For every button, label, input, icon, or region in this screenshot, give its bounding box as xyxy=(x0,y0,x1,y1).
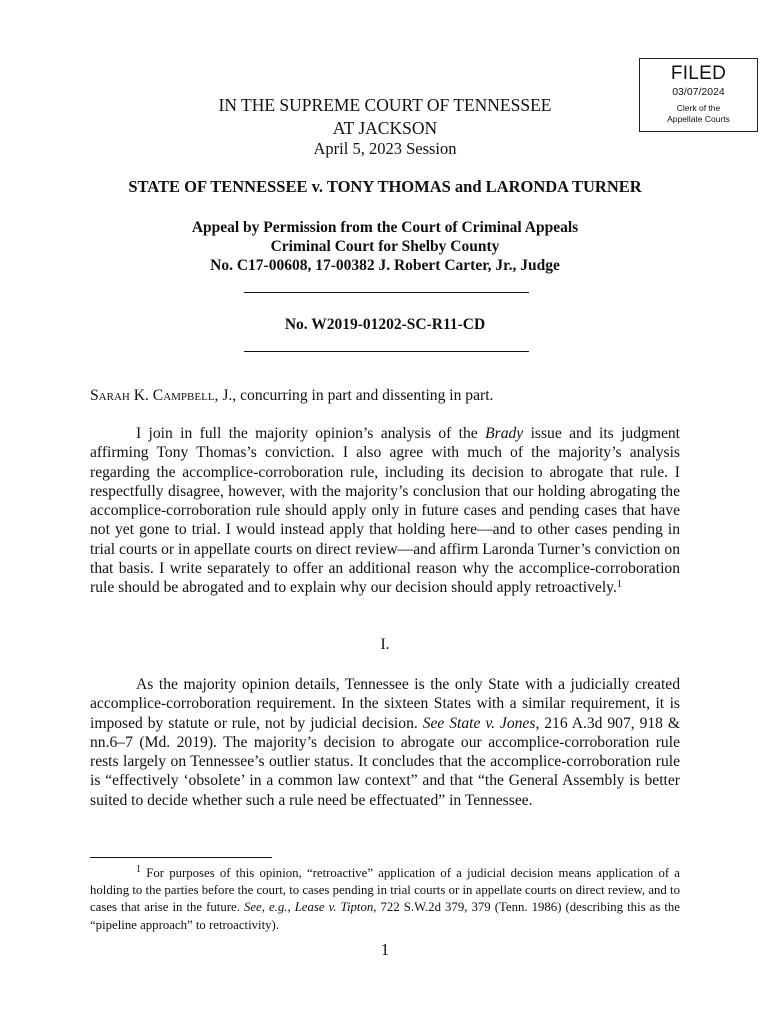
case-title: STATE OF TENNESSEE v. TONY THOMAS and LARONDA TURNER xyxy=(128,177,642,196)
author-name: Sarah K. Campbell xyxy=(90,387,215,404)
footnote-number: 1 xyxy=(136,864,141,875)
paragraph-1-text-a: I join in full the majority opinion’s analysis of the xyxy=(136,425,486,442)
filed-stamp-date: 03/07/2024 xyxy=(672,86,725,98)
paragraph-2-text-a: As the majority opinion details, Tennessee is the only State with a judicially created accomplice-corroboration requirement. In the sixteen States with a similar requirement, it is imposed by statute or rule, not by judicial decision. xyxy=(90,676,680,732)
author-line xyxy=(90,386,680,405)
appeal-line-2: Criminal Court for Shelby County xyxy=(270,238,500,255)
docket-number: No. W2019-01202-SC-R11-CD xyxy=(284,316,486,333)
footnote-ref-1[interactable]: 1 xyxy=(616,579,622,591)
session-date: April 5, 2023 Session xyxy=(313,139,457,158)
footnote-signal: See, e.g. xyxy=(243,900,288,915)
footnote-text-b: , 722 S.W.2d 379, 379 (Tenn. 1986) (describing this as the “pipeline approach” to retroactivity). xyxy=(90,900,680,932)
footnote-text-a: For purposes of this opinion, “retroactive” application of a judicial decision means application of a holding to the parties before the court, to cases pending in trial courts or in appellate courts on direct review, and to cases that arise in the future. xyxy=(90,866,680,915)
divider-top xyxy=(244,292,529,293)
footnote-1 xyxy=(90,865,680,934)
court-name: IN THE SUPREME COURT OF TENNESSEE xyxy=(218,95,552,115)
section-heading: I. xyxy=(380,636,390,653)
footnote-divider xyxy=(90,857,272,858)
footnote-case-name: Lease v. Tipton xyxy=(294,900,374,915)
filed-stamp-clerk: Clerk of the xyxy=(676,103,721,113)
paragraph-1-text-b: issue and its judgment affirming Tony Thomas’s conviction. I also agree with much of the majority’s analysis regarding the accomplice-corroboration rule, including its decision to abrogate that rule. I respectfully disagree, however, with the majority’s conclusion that our holding abrogating the accomplice-corroboration rule should apply only in future cases and pending cases that have not yet gone to trial. I would instead apply that holding here—and to other cases pending in trial courts or in appellate courts on direct review—and affirm Laronda Turner’s conviction on that basis. I write separately to offer an additional reason why the accomplice-corroboration rule should be abrogated and to explain why our decision should apply retroactively. xyxy=(90,425,680,597)
filed-stamp-status: FILED xyxy=(670,63,727,84)
court-location: AT JACKSON xyxy=(332,118,438,138)
filed-stamp-courts: Appellate Courts xyxy=(667,114,730,124)
appeal-line-3: No. C17-00608, 17-00382 J. Robert Carter, Jr., Judge xyxy=(210,257,560,274)
divider-bottom xyxy=(244,351,529,352)
paragraph-2 xyxy=(90,675,680,810)
brady-term: Brady xyxy=(485,425,524,442)
paragraph-2-text-b: , 216 A.3d 907, 918 & nn.6–7 (Md. 2019). The majority’s decision to abrogate our accomplice-corroboration rule rests largely on Tennessee’s outlier status. It concludes that the accomplice-corroboration rule is “effectively ‘obsolete’ in a common law context” and that “the General Assembly is better suited to decide whether such a rule need be effectuated” in Tennessee. xyxy=(90,714,681,809)
paragraph-1 xyxy=(90,424,680,598)
appeal-line-1: Appeal by Permission from the Court of Criminal Appeals xyxy=(191,219,579,236)
citation-see-state-v-jones: See State v. Jones xyxy=(422,714,536,732)
footnote-comma: , xyxy=(287,900,295,915)
page-number: 1 xyxy=(380,940,390,959)
author-role: , J., concurring in part and dissenting in part. xyxy=(214,387,494,404)
